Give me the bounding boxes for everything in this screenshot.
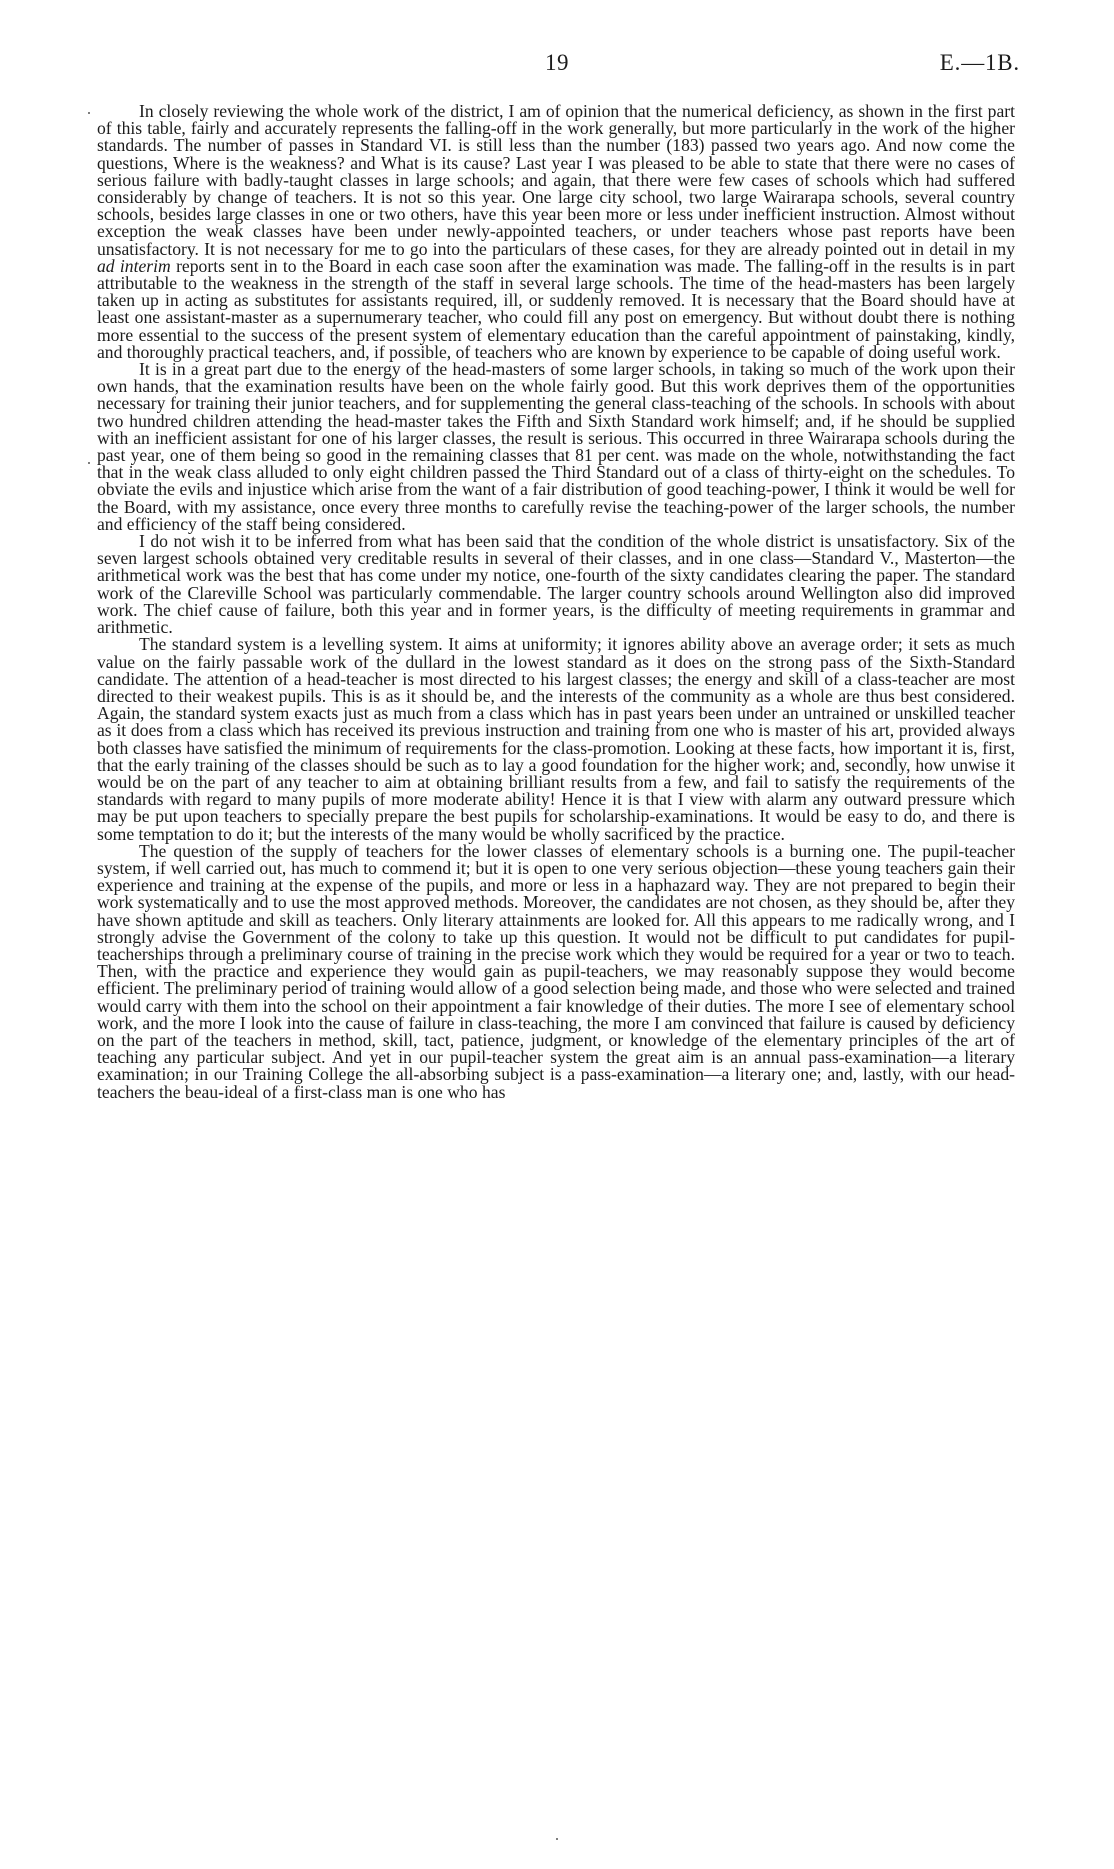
paragraph-1 — [97, 103, 1015, 361]
paragraph-text: In closely reviewing the whole work of the district, I am of opinion that the numerical deficiency, as shown in the first part of this table, fairly and accurately represents the falling-off in the work generally, but more particularly in the work of the higher standards. The number of passes in Standard VI. is still less than the number (183) passed two years ago. And now come the questions, Where is the weakness? and What is its cause? Last year I was pleased to be able to state that there were no cases of serious failure with badly-taught classes in large schools; and again, that there were few cases of schools which had suffered considerably by change of teachers. It is not so this year. One large city school, two large Wairarapa schools, several country schools, besides large classes in one or two others, have this year been more or less under inefficient instruction. Almost without exception the weak classes have been under newly-appointed teachers, or under teachers whose past reports have been unsatisfactory. It is not necessary for me to go into the particulars of these cases, for they are already pointed out in detail in my — [97, 101, 1015, 259]
paragraph-text: I do not wish it to be inferred from what has been said that the condition of the whole district is unsatisfactory. Six of the seven largest schools obtained very creditable results in several of their classes, and in one class—Standard V., Masterton—the arithmetical work was the best that has come under my notice, one-fourth of the sixty candidates clearing the paper. The standard work of the Clareville School was particularly commendable. The larger country schools around Wellington also did improved work. The chief cause of failure, both this year and in former years, is the difficulty of meeting requirements in grammar and arithmetic. — [97, 531, 1015, 638]
paragraph-text: It is in a great part due to the energy of the head-masters of some larger schools, in taking so much of the work upon their own hands, that the examination results have been on the whole fairly good. But this work deprives them of the opportunities necessary for training their junior teachers, and for supplementing the general class-teaching of the schools. In schools with about two hundred children attending the head-master takes the Fifth and Sixth Standard work himself; and, if he should be supplied with an inefficient assistant for one of his larger classes, the result is serious. This occurred in three Wairarapa schools during the past year, one of them being so good in the remaining classes that 81 per cent. was made on the whole, notwithstanding the fact that in the weak class alluded to only eight children passed the Third Standard out of a class of thirty-eight on the schedules. To obviate the evils and injustice which arise from the want of a fair distribution of good teaching-power, I think it would be well for the Board, with my assistance, once every three months to carefully revise the teaching-power of the larger schools, the number and efficiency of the staff being considered. — [97, 359, 1015, 534]
paragraph-text: The question of the supply of teachers for the lower classes of elementary schools is a burning one. The pupil-teacher system, if well carried out, has much to commend it; but it is open to one very serious objection—these young teachers gain their experience and training at the expense of the pupils, and more or less in a haphazard way. They are not prepared to begin their work systematically and to use the most approved methods. Moreover, the candidates are not chosen, as they should be, after they have shown aptitude and skill as teachers. Only literary attainments are looked for. All this appears to me radically wrong, and I strongly advise the Government of the colony to take up this question. It would not be difficult to put candidates for pupil-teacherships through a preliminary course of training in the precise work which they would be required for a year or two to teach. Then, with the practice and experience they would gain as pupil-teachers, we may reasonably suppose they would become efficient. The preliminary period of training would allow of a good selection being made, and those who were selected and trained would carry with them into the school on their appointment a fair knowledge of their duties. The more I see of elementary school work, and the more I look into the cause of failure in class-teaching, the more I am convinced that failure is caused by deficiency on the part of the teachers in method, skill, tact, patience, judgment, or knowledge of the elementary principles of the art of teaching any particular subject. And yet in our pupil-teacher system the great aim is an annual pass-examination—a literary examination; in our Training College the all-absorbing subject is a pass-examination—a literary one; and, lastly, with our head-teachers the beau-ideal of a first-class man is one who has — [97, 840, 1015, 1102]
paragraph-text-continued: reports sent in to the Board in each case soon after the examination was made. The falling-off in the results is in part attributable to the weakness in the strength of the staff in several large schools. The time of the head-masters has been largely taken up in acting as substitutes for assistants required, ill, or suddenly removed. It is necessary that the Board should have at least one assistant-master as a supernumerary teacher, who could fill any post on emergency. But without doubt there is nothing more essential to the success of the present system of elementary education than the careful appointment of painstaking, kindly, and thoroughly practical teachers, and, if possible, of teachers who are known by experience to be capable of doing useful work. — [97, 255, 1015, 362]
paragraph-3 — [97, 533, 1015, 636]
italic-phrase: ad interim — [97, 255, 171, 276]
page-number: 19 — [545, 50, 569, 75]
paragraph-5 — [97, 840, 1015, 1102]
report-body — [97, 103, 1015, 1101]
series-reference: E.—1B. — [939, 50, 1020, 75]
paragraph-text: The standard system is a levelling system. It aims at uniformity; it ignores ability above an average order; it sets as much value on the fairly passable work of the dullard in the lowest standard as it does on the strong pass of the Sixth-Standard candidate. The attention of a head-teacher is most directed to his largest classes; the energy and skill of a class-teacher are most directed to their weakest pupils. This is as it should be, and the interests of the community as a whole are thus best considered. Again, the standard system exacts just as much from a class which has in past years been under an untrained or unskilled teacher as it does from a class which has received its previous instruction and training from one who is master of his art, provided always both classes have satisfied the minimum of requirements for the class-promotion. Looking at these facts, how important it is, first, that the early training of the classes should be such as to lay a good foundation for the higher work; and, secondly, how unwise it would be on the part of any teacher to aim at obtaining brilliant results from a few, and fail to satisfy the requirements of the standards with regard to many pupils of more moderate ability! Hence it is that I view with alarm any outward pressure which may be put upon teachers to specially prepare the best pupils for scholarship-examinations. It would be easy to do, and there is some temptation to do it; but the interests of the many would be wholly sacrificed by the practice. — [97, 634, 1015, 844]
print-speck — [88, 112, 90, 114]
paragraph-2 — [97, 361, 1015, 533]
print-speck — [556, 1838, 558, 1840]
page-header — [0, 50, 1114, 90]
paragraph-4 — [97, 636, 1015, 842]
print-speck — [88, 462, 90, 464]
